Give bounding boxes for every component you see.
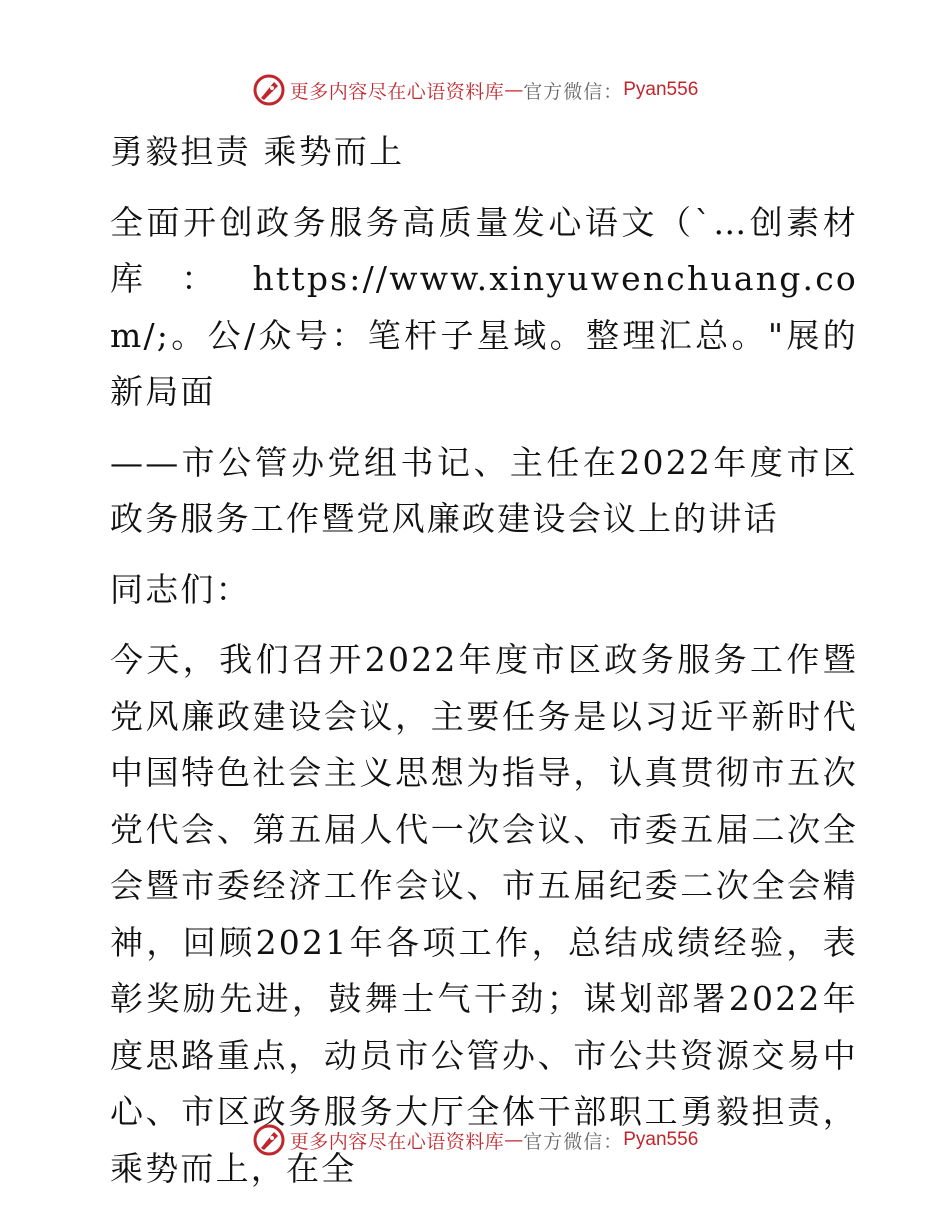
- document-salutation: 同志们：: [110, 569, 251, 609]
- watermark-label: 官方微信：: [523, 1130, 624, 1153]
- watermark-brand: 更多内容尽在心语资料库: [289, 1130, 505, 1153]
- watermark-label: 官方微信：: [523, 80, 624, 103]
- watermark-separator: —: [504, 1129, 524, 1151]
- document-subtitle: 全面开创政务服务高质量发心语文（`…创素材库：https://www.xinyuwenchuang.com/;。公/众号：笔杆子星域。整理汇总。"展的新局面: [110, 202, 858, 411]
- document-paragraph: 今天，我们召开2022年度市区政务服务工作暨党风廉政建设会议，主要任务是以习近平新时代中国特色社会主义思想为指导，认真贯彻市五次党代会、第五届人代一次会议、市委五届二次全会暨市委经济工作会议、市五届纪委二次全会精神，回顾2021年各项工作，总结成绩经验，表彰奖励先进，鼓舞士气干劲；谋划部署2022年度思路重点，动员市公管办、市公共资源交易中心、市区政务服务大厅全体干部职工勇毅担责，乘势而上，在全: [110, 640, 858, 1188]
- header-watermark: [0, 70, 950, 110]
- pen-nib-logo-icon: [252, 1123, 286, 1157]
- footer-watermark: [0, 1120, 950, 1160]
- watermark-wechat-id: Pyan556: [623, 1129, 699, 1150]
- document-byline: ——市公管办党组书记、主任在2022年度市区政务服务工作暨党风廉政建设会议上的讲话: [110, 442, 858, 538]
- document-body: [98, 124, 858, 1197]
- watermark-separator: —: [504, 79, 524, 101]
- document-title: 勇毅担责 乘势而上: [110, 132, 405, 171]
- watermark-wechat-id: Pyan556: [623, 79, 699, 100]
- watermark-brand: 更多内容尽在心语资料库: [289, 80, 505, 103]
- pen-nib-logo-icon: [252, 73, 286, 107]
